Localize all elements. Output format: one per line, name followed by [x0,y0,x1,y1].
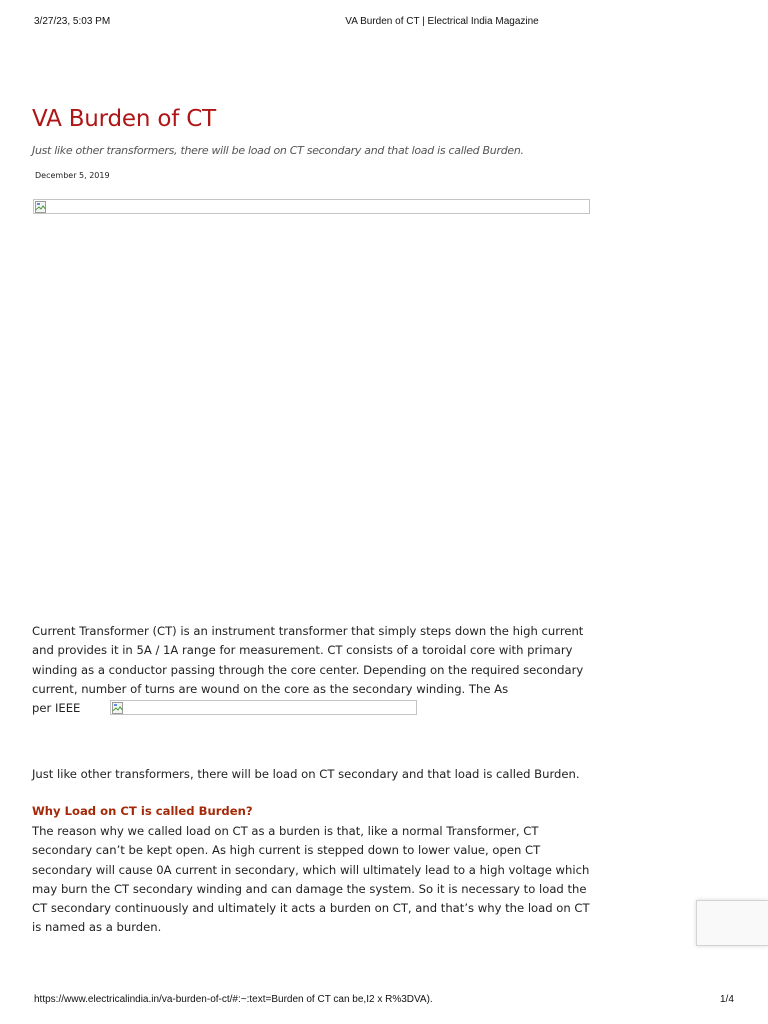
article-subtitle: Just like other transformers, there will be load on CT secondary and that load is called Burden. [32,144,524,157]
broken-image-icon [112,702,124,714]
print-page-title: VA Burden of CT | Electrical India Magazine [345,16,539,27]
post-date: December 5, 2019 [35,171,110,180]
print-header [0,16,768,30]
hero-image [33,199,590,214]
paragraph-why-burden: The reason why we called load on CT as a burden is that, like a normal Transformer, CT secondary can’t be kept open. As high current is stepped down to lower value, open CT secondary will cause 0A current in secondary, which will ultimately lead to a high voltage which may burn the CT secondary winding and can damage the system. So it is necessary to load the CT secondary continuously and ultimately it acts a burden on CT, and that’s why the load on CT is named as a burden. [32,824,590,935]
paragraph-ct-intro-tail: per IEEE [32,701,81,716]
section-heading-why-burden: Why Load on CT is called Burden? [32,804,253,818]
ieee-inline-image [110,700,417,715]
print-page-number: 1/4 [720,994,734,1005]
broken-image-icon [35,201,47,213]
recaptcha-badge[interactable] [696,900,768,946]
paragraph-burden-summary: Just like other transformers, there will be load on CT secondary and that load is called Burden. [32,767,580,781]
print-url: https://www.electricalindia.in/va-burden-of-ct/#:~:text=Burden of CT can be,I2 x R%3DVA). [34,994,433,1005]
paragraph-ct-intro-text: Current Transformer (CT) is an instrument transformer that simply steps down the high current and provides it in 5A / 1A range for measurement. CT consists of a toroidal core with primary winding as a conductor passing through the core center. Depending on the required secondary current, number of turns are wound on the core as the secondary winding. The As [32,624,584,696]
print-datetime: 3/27/23, 5:03 PM [34,16,111,27]
print-footer [0,994,768,1008]
article-title: VA Burden of CT [32,106,216,132]
